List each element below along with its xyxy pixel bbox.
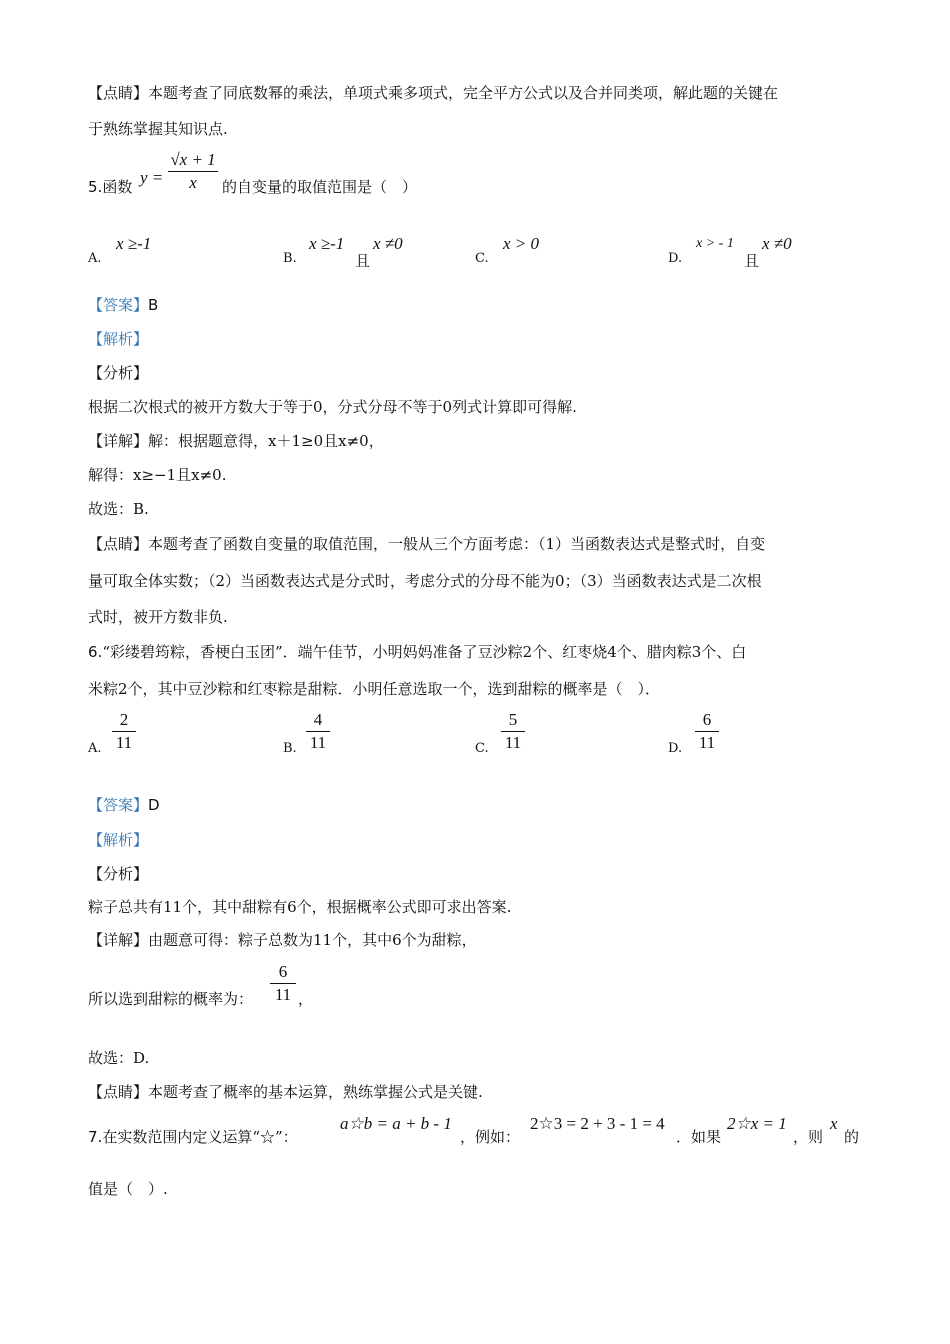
numerator: 6: [702, 710, 712, 729]
q7-example: 2☆3 = 2 + 3 - 1 = 4: [530, 1114, 665, 1133]
remark-text: 本题考查了函数自变量的取值范围，一般从三个方面考虑：（1）当函数表达式是整式时，自变: [148, 535, 766, 553]
q7-stem-line2: 值是（ ）.: [88, 1180, 168, 1198]
q6-stem-text: “彩缕碧筠粽，香梗白玉团”．端午佳节，小明妈妈准备了豆沙粽2个、红枣烧4个、腊肉粽3个、白: [102, 643, 747, 661]
fraction-bar: [168, 171, 218, 172]
option-letter: D.: [668, 741, 683, 756]
q6-prob-tail: ，: [298, 990, 314, 1008]
q5-option-b-math: x ≥-1: [309, 234, 345, 253]
q5-formula-y: y =: [140, 168, 164, 187]
q5-stem-post: 的自变量的取值范围是（ ）: [222, 178, 418, 196]
q6-remark: [88, 1081, 483, 1102]
top-remark-line2: 于熟练掌握其知识点.: [88, 120, 228, 138]
q5-option-b-conj: 且: [355, 252, 371, 270]
q5-option-c: [475, 248, 489, 266]
remark-tag: 【点睛】: [88, 535, 149, 553]
q6-option-c: [475, 738, 489, 756]
q7-condition: 2☆x = 1: [727, 1114, 787, 1133]
q6-option-a-fraction: [112, 710, 136, 753]
q7-stem-c: ．如果: [676, 1128, 722, 1146]
fraction-bar: [112, 731, 136, 732]
q7-stem-a: 在实数范围内定义运算“☆”：: [102, 1128, 298, 1146]
q5-formula-fraction: [168, 150, 218, 193]
q6-fenxi-text: 粽子总共有11个，其中甜粽有6个，根据概率公式即可求出答案.: [88, 898, 512, 916]
q6-stem-line1: [88, 641, 746, 662]
q6-option-b: [283, 738, 297, 756]
q6-option-c-fraction: [501, 710, 525, 753]
numerator: 6: [278, 962, 288, 981]
option-letter: C.: [475, 251, 489, 266]
detail-text: 解：根据题意得，x＋1≥0且x≠0，: [148, 432, 384, 450]
detail-tag: 【详解】: [88, 432, 149, 450]
q7-stem-b: ，例如：: [460, 1128, 521, 1146]
q5-choose: 故选：B.: [88, 500, 149, 518]
option-letter: C.: [475, 741, 489, 756]
denominator: 11: [115, 733, 133, 752]
q5-remark-line3: 式时，被开方数非负.: [88, 608, 228, 626]
detail-text: 由题意可得：粽子总数为11个，其中6个为甜粽，: [148, 931, 477, 949]
answer-tag: 【答案】: [88, 296, 149, 314]
q5-answer: [88, 294, 158, 315]
answer-value: B: [148, 296, 159, 314]
q5-remark-line2: 量可取全体实数；（2）当函数表达式是分式时，考虑分式的分母不能为0；（3）当函数表达式是二次根: [88, 572, 762, 590]
q5-option-a: [88, 248, 102, 266]
q5-stem-pre: 函数: [102, 178, 133, 196]
q6-answer: [88, 794, 160, 815]
denominator: 11: [504, 733, 522, 752]
q6-number: 6.: [88, 643, 103, 661]
q6-choose: 故选：D.: [88, 1049, 150, 1067]
option-letter: D.: [668, 251, 683, 266]
fraction-bar: [501, 731, 525, 732]
fraction-bar: [270, 983, 296, 984]
denominator: 11: [698, 733, 716, 752]
q5-fenxi-tag: 【分析】: [88, 364, 149, 382]
q5-number: 5.: [88, 178, 103, 196]
q5-detail: [88, 430, 384, 451]
q5-option-d-math2: x ≠0: [762, 234, 792, 253]
q5-formula-denominator: x: [189, 173, 197, 192]
option-letter: A.: [88, 251, 102, 266]
top-remark-line1: [88, 82, 778, 103]
numerator: 5: [508, 710, 518, 729]
q5-option-d-conj: 且: [744, 252, 760, 270]
q7-number: 7.: [88, 1128, 103, 1146]
denominator: 11: [309, 733, 327, 752]
fraction-bar: [695, 731, 719, 732]
q6-option-d: [668, 738, 682, 756]
remark-text: 本题考查了概率的基本运算，熟练掌握公式是关键.: [148, 1083, 483, 1101]
q6-detail: [88, 929, 477, 950]
q7-stem-start: [88, 1126, 298, 1147]
q5-option-d-math: x > - 1: [696, 236, 734, 251]
option-letter: B.: [283, 741, 297, 756]
remark-tag: 【点睛】: [88, 1083, 149, 1101]
fraction-bar: [306, 731, 330, 732]
remark-text: 本题考查了同底数幂的乘法，单项式乘多项式，完全平方公式以及合并同类项，解此题的关键在: [148, 84, 779, 102]
q6-option-d-fraction: [695, 710, 719, 753]
q7-stem-d: ，则: [793, 1128, 824, 1146]
answer-tag: 【答案】: [88, 796, 149, 814]
q5-formula-numerator: √x + 1: [170, 150, 216, 169]
q5-option-d: [668, 248, 682, 266]
q5-option-b-math2: x ≠0: [373, 234, 403, 253]
remark-tag: 【点睛】: [88, 84, 149, 102]
detail-tag: 【详解】: [88, 931, 149, 949]
q5-option-b: [283, 248, 297, 266]
q5-remark-line1: [88, 533, 765, 554]
q6-stem-line2: 米粽2个，其中豆沙粽和红枣粽是甜粽．小明任意选取一个，选到甜粽的概率是（ ）．: [88, 680, 661, 698]
q5-option-a-math: x ≥-1: [116, 234, 152, 253]
q6-option-a: [88, 738, 102, 756]
q5-analysis-tag: 【解析】: [88, 330, 149, 348]
q6-fenxi-tag: 【分析】: [88, 865, 149, 883]
q6-option-b-fraction: [306, 710, 330, 753]
q5-option-c-math: x > 0: [503, 234, 540, 253]
option-letter: B.: [283, 251, 297, 266]
q6-prob-fraction: [270, 962, 296, 1005]
denominator: 11: [274, 985, 292, 1004]
q5-stem: [88, 176, 132, 197]
numerator: 2: [119, 710, 129, 729]
q5-fenxi-text: 根据二次根式的被开方数大于等于0，分式分母不等于0列式计算即可得解.: [88, 398, 577, 416]
q7-def-formula: a☆b = a + b - 1: [340, 1114, 452, 1133]
q6-analysis-tag: 【解析】: [88, 831, 149, 849]
answer-value: D: [148, 796, 160, 814]
q7-var: x: [830, 1114, 838, 1133]
q5-solve: 解得：x≥−1且x≠0.: [88, 466, 227, 484]
option-letter: A.: [88, 741, 102, 756]
q7-stem-e: 的: [844, 1128, 860, 1146]
numerator: 4: [313, 710, 323, 729]
q6-prob-text: 所以选到甜粽的概率为：: [88, 990, 254, 1008]
